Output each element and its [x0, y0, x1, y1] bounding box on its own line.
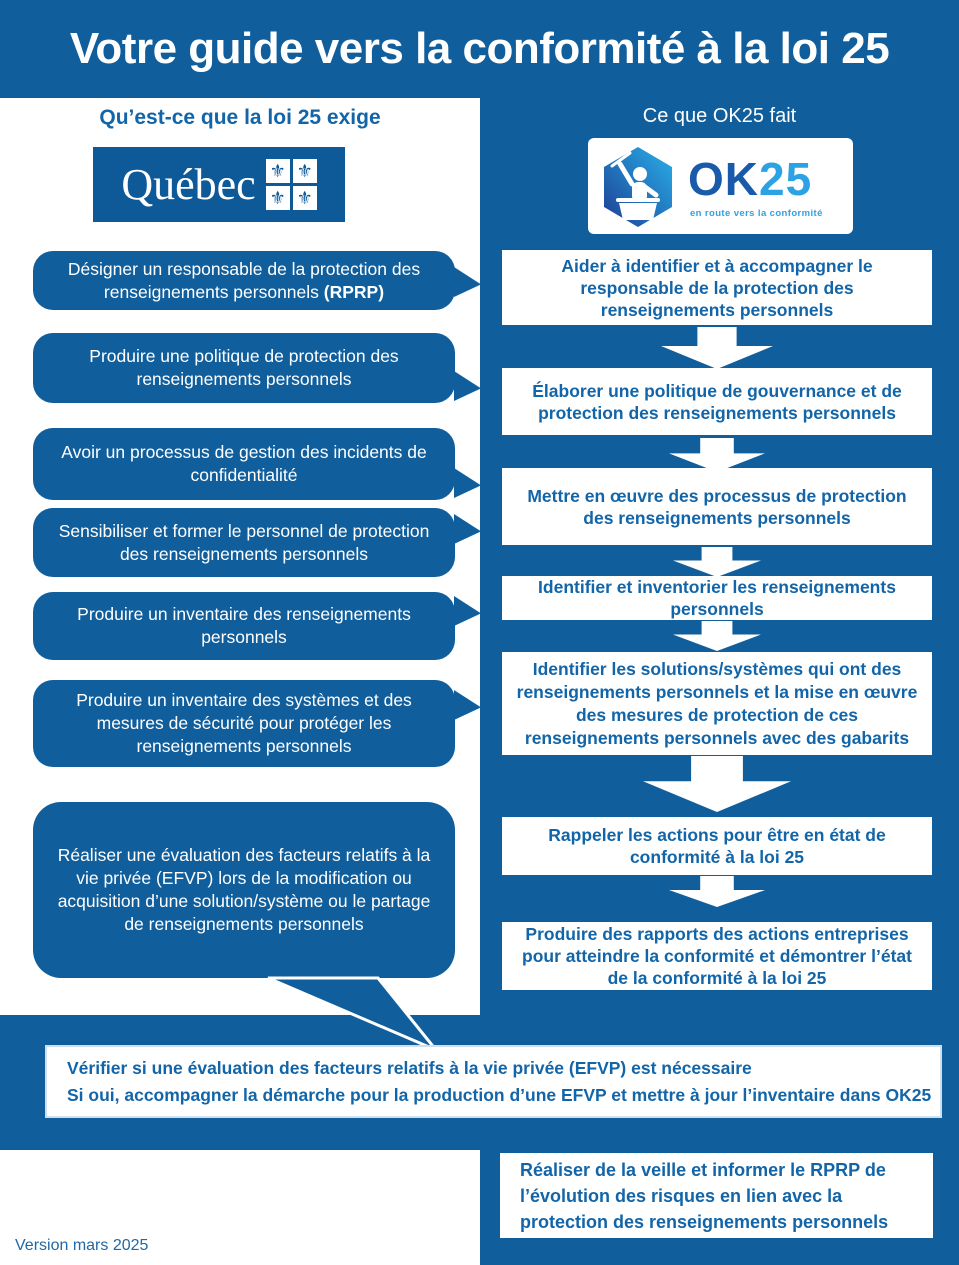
ok25-action-box: Élaborer une politique de gouvernance et de protection des renseignements personnels — [502, 368, 932, 435]
quebec-flag-icon — [266, 159, 317, 210]
down-arrow-icon — [673, 547, 761, 577]
down-arrow-icon — [673, 621, 761, 651]
fleur-de-lis-icon: ⚜ — [266, 159, 290, 183]
efvp-line-1: Vérifier si une évaluation des facteurs relatifs à la vie privée (EFVP) est nécessaire — [67, 1057, 752, 1078]
bubble-tail — [454, 690, 481, 720]
law-requirement-bubble: Produire un inventaire des systèmes et des mesures de sécurité pour protéger les renseignements personnels — [33, 680, 455, 767]
quebec-logo — [93, 147, 345, 222]
bubble-tail — [454, 468, 481, 498]
ok25-action-box: Aider à identifier et à accompagner le responsable de la protection des renseignements personnels — [502, 250, 932, 325]
bubble-tail — [454, 371, 481, 401]
down-arrow-icon — [643, 756, 791, 812]
bubble-tail-down — [240, 970, 450, 1055]
law-requirement-bubble: Produire un inventaire des renseignements personnels — [33, 592, 455, 660]
down-arrow-icon — [669, 438, 765, 472]
veille-box: Réaliser de la veille et informer le RPRP de l’évolution des risques en lien avec la protection des renseignements personnels — [500, 1153, 933, 1238]
law-requirement-bubble: Réaliser une évaluation des facteurs relatifs à la vie privée (EFVP) lors de la modification ou acquisition d’une solution/système ou le partage de renseignements personnels — [33, 802, 455, 978]
presenter-hexagon-icon — [598, 144, 678, 230]
bubble-tail — [454, 267, 481, 297]
fleur-de-lis-icon: ⚜ — [266, 186, 290, 210]
ok25-action-box: Mettre en œuvre des processus de protection des renseignements personnels — [502, 468, 932, 545]
efvp-banner — [45, 1045, 942, 1118]
ok25-wordmark: OK25 — [688, 153, 813, 205]
page-title: Votre guide vers la conformité à la loi 25 — [69, 24, 890, 73]
fleur-de-lis-icon: ⚜ — [293, 186, 317, 210]
left-column-heading: Qu’est-ce que la loi 25 exige — [99, 106, 381, 129]
ok25-action-box: Identifier les solutions/systèmes qui ont des renseignements personnels et la mise en œuvre des mesures de protection de ces renseignements personnels avec des gabarits — [502, 652, 932, 755]
law-requirement-bubble: Avoir un processus de gestion des incidents de confidentialité — [33, 428, 455, 500]
down-arrow-icon — [661, 327, 773, 369]
right-column-heading: Ce que OK25 fait — [642, 105, 797, 127]
ok25-action-box: Produire des rapports des actions entreprises pour atteindre la conformité et démontrer l’état de la conformité à la loi 25 — [502, 922, 932, 990]
efvp-line-2: Si oui, accompagner la démarche pour la production d’une EFVP et mettre à jour l’inventaire dans OK25 — [67, 1084, 932, 1105]
bubble-tail — [454, 514, 481, 544]
ok25-logo — [588, 138, 853, 234]
quebec-wordmark: Québec — [121, 159, 256, 209]
ok25-action-box: Rappeler les actions pour être en état de conformité à la loi 25 — [502, 817, 932, 875]
bubble-tail — [454, 596, 481, 626]
law-requirement-bubble: Désigner un responsable de la protection des renseignements personnels (RPRP) — [33, 251, 455, 310]
down-arrow-icon — [669, 876, 765, 907]
ok25-action-box: Identifier et inventorier les renseignements personnels — [502, 576, 932, 620]
law-requirement-bubble: Sensibiliser et former le personnel de protection des renseignements personnels — [33, 508, 455, 577]
version-label: Version mars 2025 — [15, 1237, 149, 1254]
fleur-de-lis-icon: ⚜ — [293, 159, 317, 183]
ok25-tagline: en route vers la conformité — [690, 208, 823, 219]
law-requirement-bubble: Produire une politique de protection des renseignements personnels — [33, 333, 455, 403]
